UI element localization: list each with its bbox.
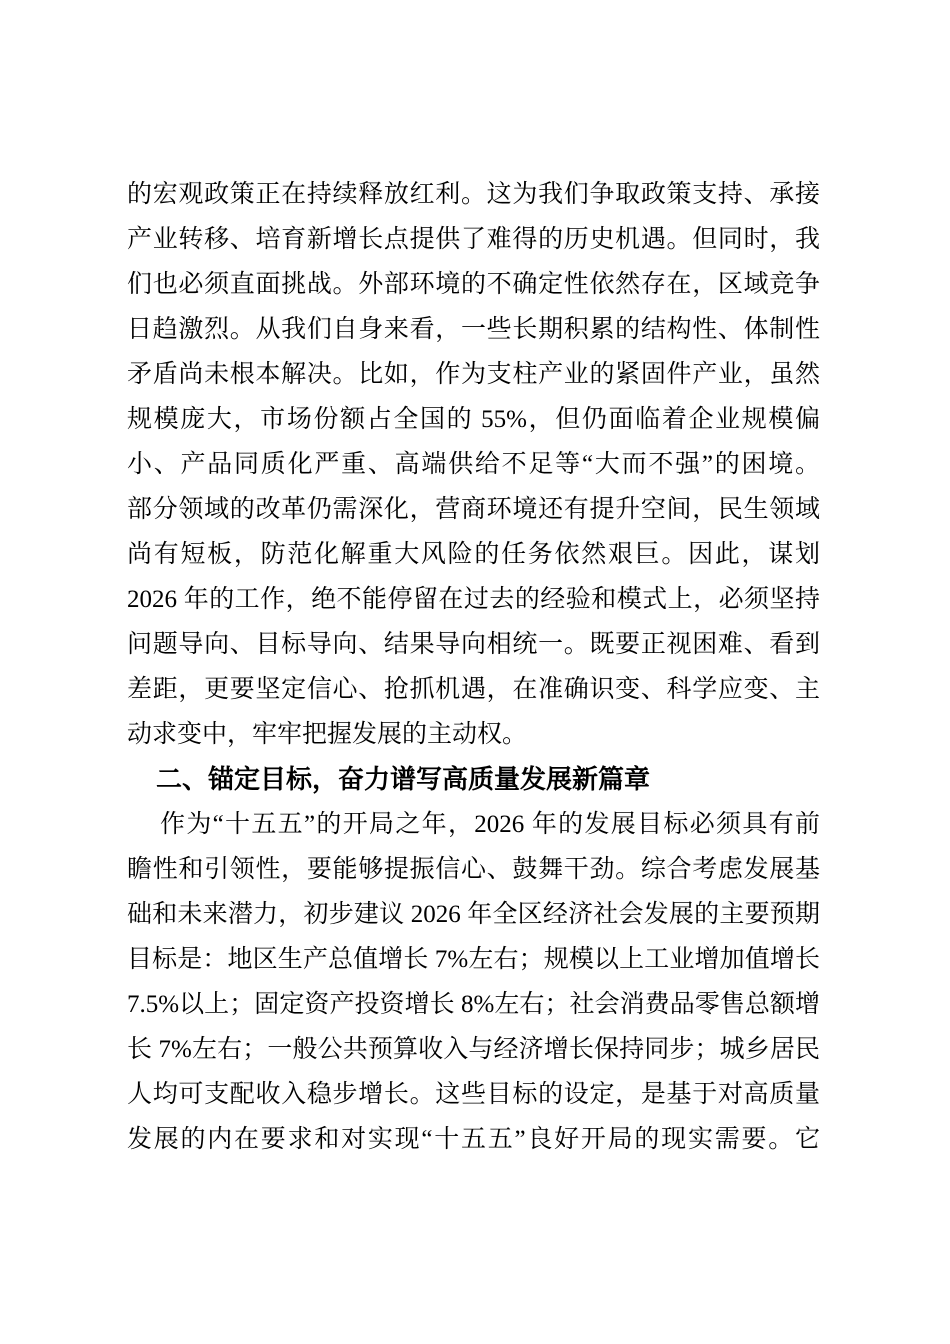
- text-line: 部分领域的改革仍需深化，营商环境还有提升空间，民生领域: [127, 496, 820, 523]
- text-line: 瞻性和引领性，要能够提振信心、鼓舞干劲。综合考虑发展基: [127, 856, 820, 883]
- text-line: 础和未来潜力，初步建议 2026 年全区经济社会发展的主要预期: [127, 901, 820, 928]
- text-line: 矛盾尚未根本解决。比如，作为支柱产业的紧固件产业，虽然: [127, 361, 820, 388]
- text-line: 2026 年的工作，绝不能停留在过去的经验和模式上，必须坚持: [127, 586, 820, 613]
- text-line: 产业转移、培育新增长点提供了难得的历史机遇。但同时，我: [127, 226, 820, 253]
- text-line: 动求变中，牢牢把握发展的主动权。: [127, 721, 528, 748]
- text-line: 作为“十五五”的开局之年，2026 年的发展目标必须具有前: [160, 811, 820, 838]
- text-line: 的宏观政策正在持续释放红利。这为我们争取政策支持、承接: [127, 181, 820, 208]
- text-line: 们也必须直面挑战。外部环境的不确定性依然存在，区域竞争: [127, 271, 820, 298]
- text-line: 尚有短板，防范化解重大风险的任务依然艰巨。因此，谋划: [127, 541, 820, 568]
- text-line: 规模庞大，市场份额占全国的 55%，但仍面临着企业规模偏: [127, 406, 820, 433]
- text-line: 目标是：地区生产总值增长 7%左右；规模以上工业增加值增长: [127, 946, 820, 973]
- text-line: 长 7%左右；一般公共预算收入与经济增长保持同步；城乡居民: [127, 1036, 820, 1063]
- text-line: 人均可支配收入稳步增长。这些目标的设定，是基于对高质量: [127, 1081, 820, 1108]
- section-heading-2: 二、锚定目标，奋力谱写高质量发展新篇章: [156, 764, 651, 794]
- document-body[interactable]: [127, 172, 820, 1162]
- text-line: 日趋激烈。从我们自身来看，一些长期积累的结构性、体制性: [127, 316, 820, 343]
- text-line: 小、产品同质化严重、高端供给不足等“大而不强”的困境。: [127, 451, 820, 478]
- text-line: 问题导向、目标导向、结果导向相统一。既要正视困难、看到: [127, 631, 820, 658]
- text-line: 发展的内在要求和对实现“十五五”良好开局的现实需要。它: [127, 1126, 820, 1153]
- text-line: 7.5%以上；固定资产投资增长 8%左右；社会消费品零售总额增: [127, 991, 820, 1018]
- text-line: 差距，更要坚定信心、抢抓机遇，在准确识变、科学应变、主: [127, 676, 820, 703]
